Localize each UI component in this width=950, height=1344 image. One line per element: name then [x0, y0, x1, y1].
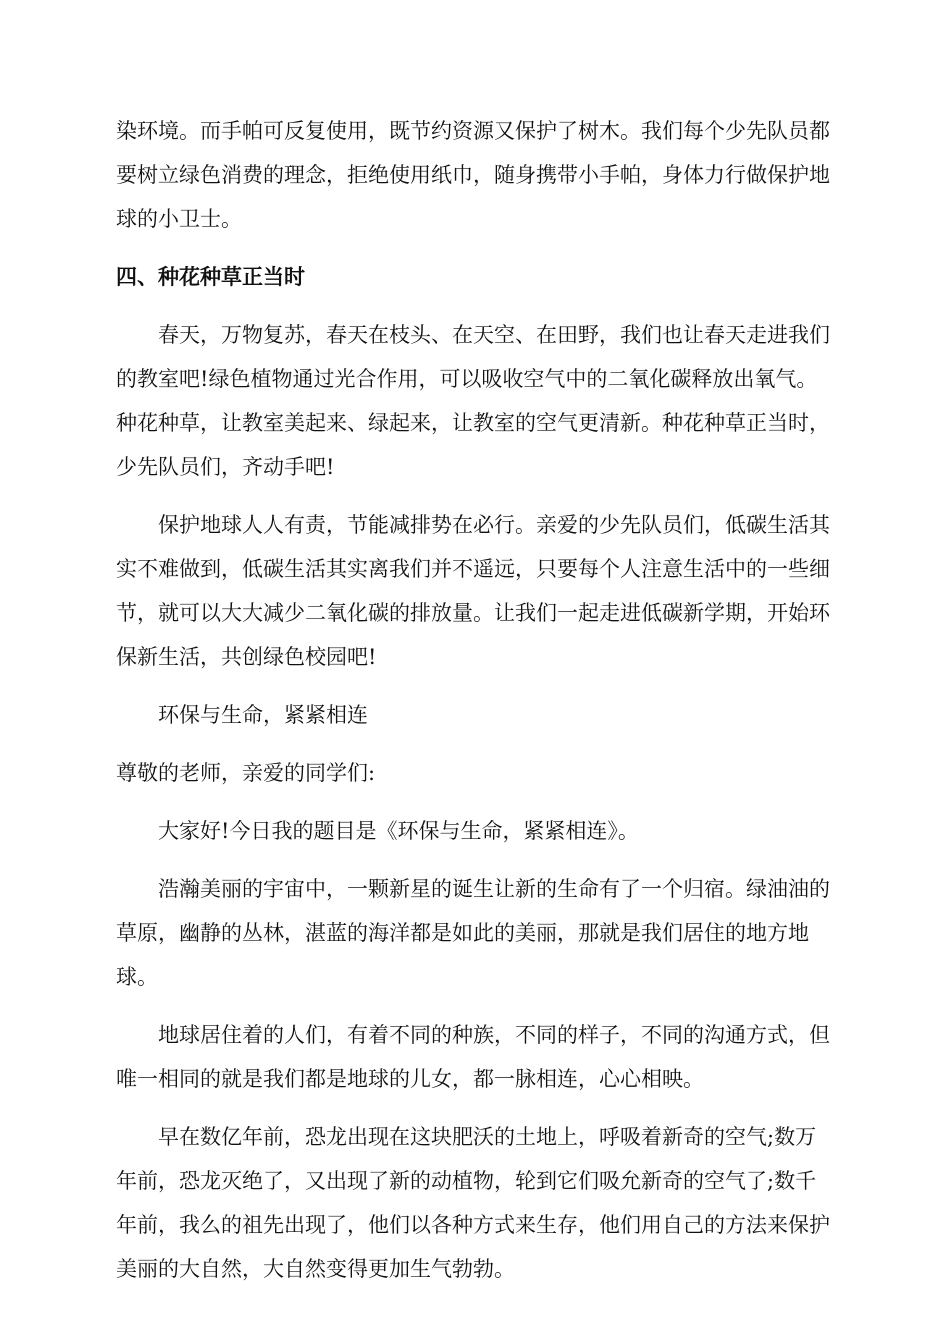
paragraph-spring: 春天，万物复苏，春天在枝头、在天空、在田野，我们也让春天走进我们的教室吧!绿色植物通过光合作用，可以吸收空气中的二氧化碳释放出氧气。种花种草，让教室美起来、绿起来，让教室的空气更清新。种花种草正当时，少先队员们，齐动手吧!	[116, 323, 830, 479]
speech-title: 环保与生命，紧紧相连	[158, 703, 368, 727]
paragraph-history: 早在数亿年前，恐龙出现在这块肥沃的土地上，呼吸着新奇的空气;数万年前，恐龙灭绝了，又出现了新的动植物，轮到它们吸允新奇的空气了;数千年前，我么的祖先出现了，他们以各种方式来生存，他们用自己的方法来保护美丽的大自然，大自然变得更加生气勃勃。	[116, 1125, 830, 1281]
paragraph-people: 地球居住着的人们，有着不同的种族，不同的样子，不同的沟通方式，但唯一相同的就是我们都是地球的儿女，都一脉相连，心心相映。	[116, 1023, 830, 1091]
salutation: 尊敬的老师，亲爱的同学们:	[116, 761, 376, 785]
carryover-paragraph: 染环境。而手帕可反复使用，既节约资源又保护了树木。我们每个少先队员都要树立绿色消费的理念，拒绝使用纸巾，随身携带小手帕，身体力行做保护地球的小卫士。	[116, 119, 830, 231]
paragraph-universe: 浩瀚美丽的宇宙中，一颗新星的诞生让新的生命有了一个归宿。绿油油的草原，幽静的丛林，湛蓝的海洋都是如此的美丽，那就是我们居住的地方地球。	[116, 877, 830, 989]
section-heading: 四、种花种草正当时	[116, 265, 305, 289]
paragraph-greeting: 大家好!今日我的题目是《环保与生命，紧紧相连》。	[158, 819, 639, 843]
paragraph-low-carbon: 保护地球人人有责，节能减排势在必行。亲爱的少先队员们，低碳生活其实不难做到，低碳生活其实离我们并不遥远，只要每个人注意生活中的一些细节，就可以大大减少二氧化碳的排放量。让我们一起走进低碳新学期，开始环保新生活，共创绿色校园吧!	[116, 513, 830, 669]
document-body	[116, 109, 834, 1305]
